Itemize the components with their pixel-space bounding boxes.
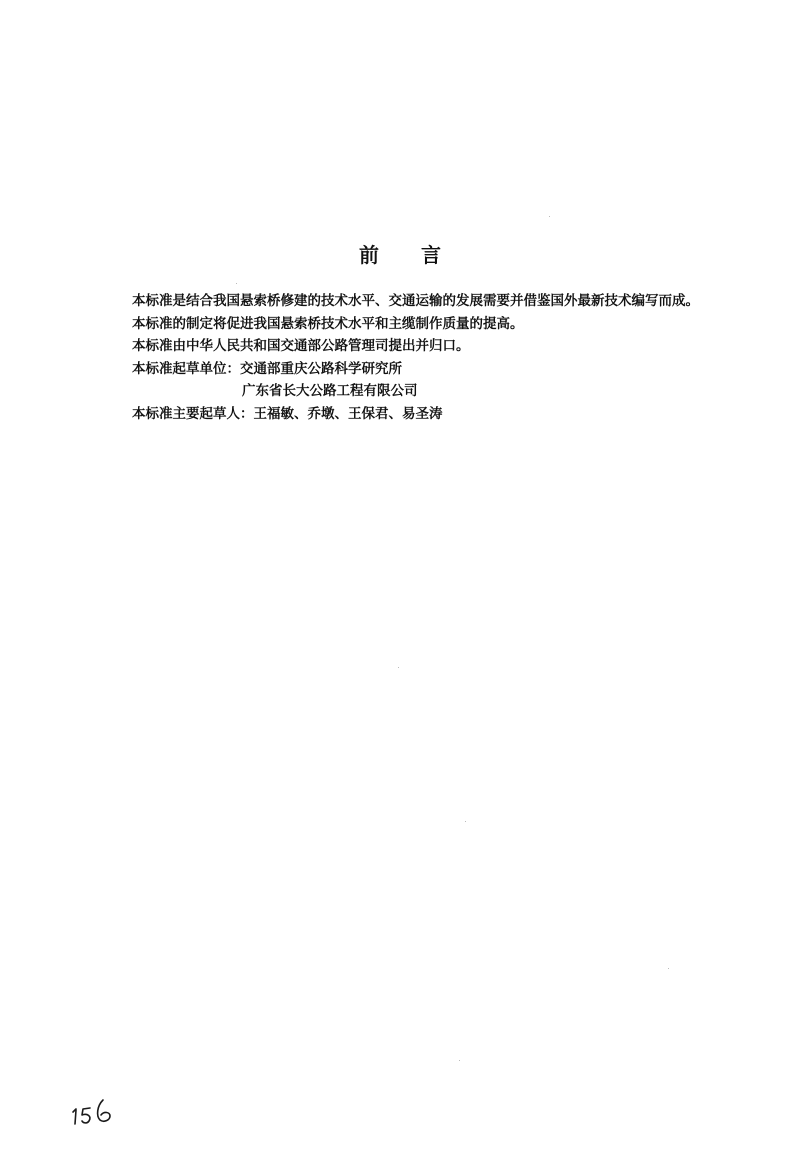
paragraph-drafters: 本标准主要起草人：王福敏、乔墩、王保君、易圣涛	[132, 405, 443, 422]
scan-speck	[398, 667, 399, 668]
paragraph-drafting-unit-2: 广东省长大公路工程有限公司	[242, 383, 418, 399]
scan-speck	[668, 968, 669, 969]
scan-speck	[459, 1060, 460, 1061]
paragraph-proposer: 本标准由中华人民共和国交通部公路管理司提出并归口。	[132, 338, 470, 354]
paragraph-drafting-unit: 本标准起草单位：交通部重庆公路科学研究所	[132, 360, 402, 377]
paragraph-scope: 本标准是结合我国悬索桥修建的技术水平、交通运输的发展需要并借鉴国外最新技术编写而成。	[132, 293, 699, 309]
paragraph-purpose: 本标准的制定将促进我国悬索桥技术水平和主缆制作质量的提高。	[132, 315, 524, 332]
scan-speck	[465, 821, 466, 822]
foreword-body	[132, 290, 772, 425]
scan-speck	[549, 216, 550, 217]
document-title: 前言	[359, 243, 483, 267]
handwritten-page-number	[70, 1092, 150, 1132]
scan-speck	[236, 283, 237, 284]
